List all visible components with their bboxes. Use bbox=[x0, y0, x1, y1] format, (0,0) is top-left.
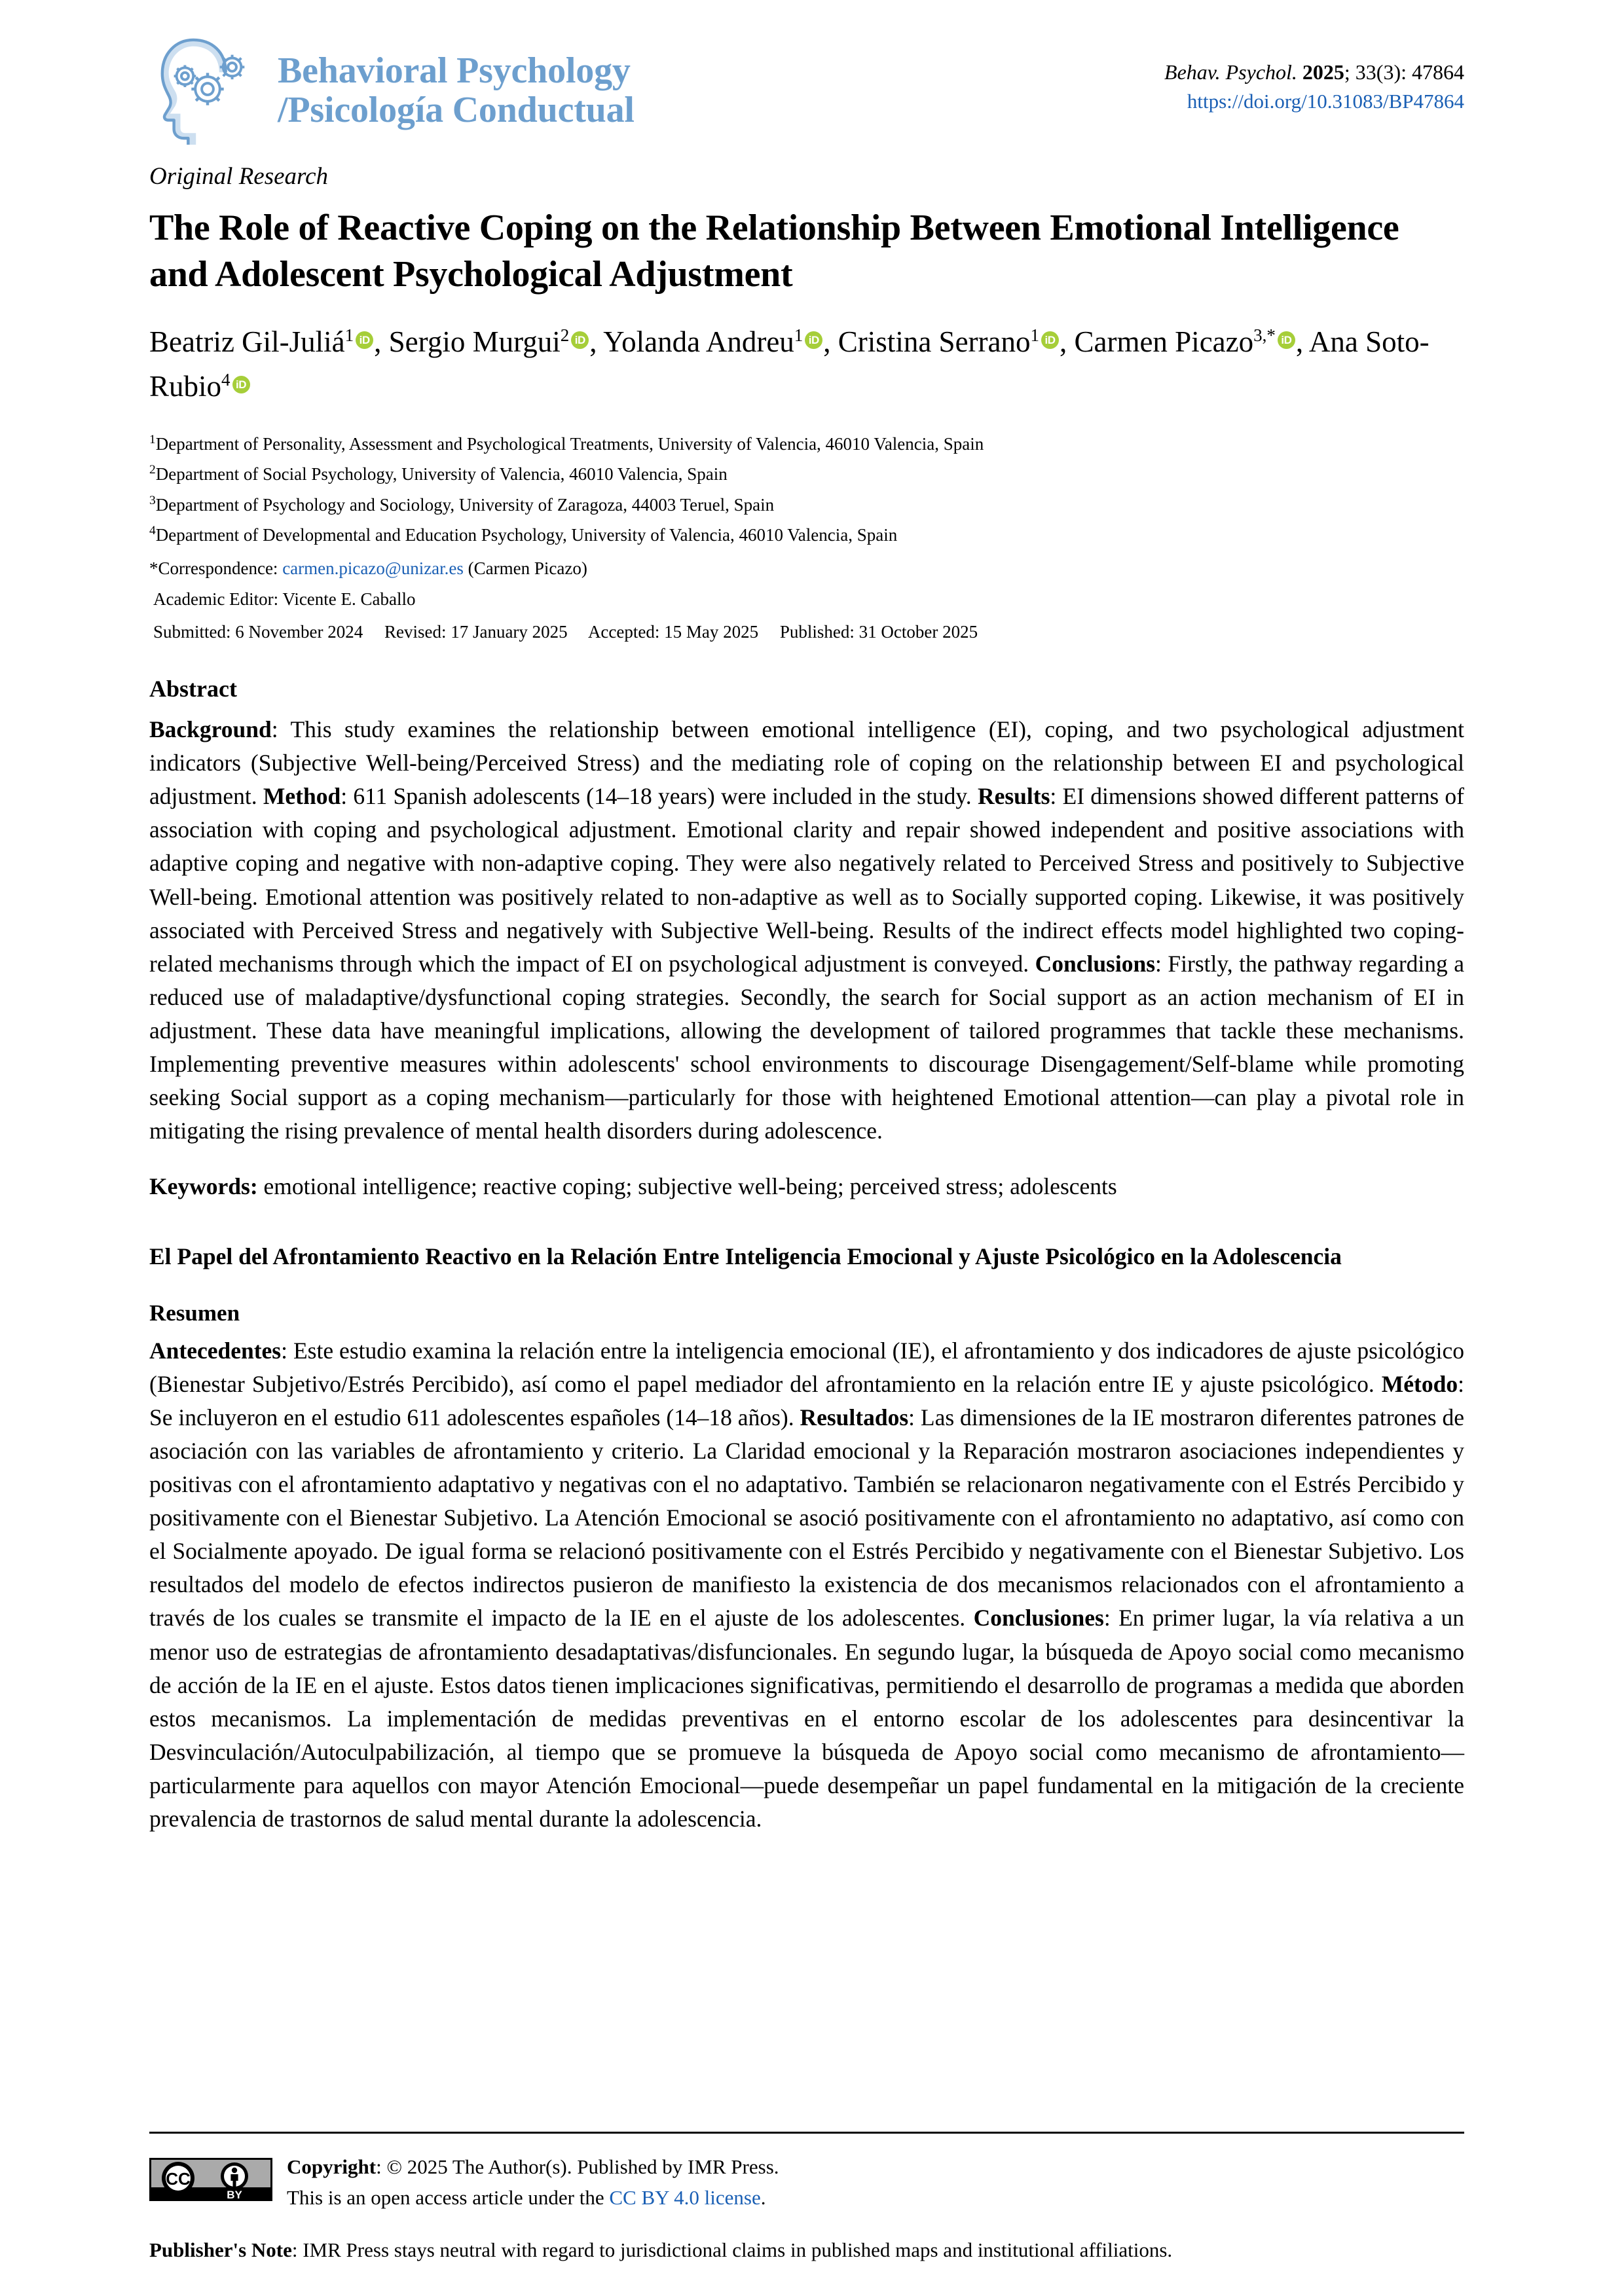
resumen-heading: Resumen bbox=[149, 1300, 240, 1326]
copyright-text: : © 2025 The Author(s). Published by IMR Press. bbox=[376, 2155, 779, 2178]
abstract-heading: Abstract bbox=[149, 675, 237, 702]
resumen-results-text: : Las dimensiones de la IE mostraron diferentes patrones de asociación con las variables de afrontamiento y criterio. La Claridad emocional y la Reparación mostraron asociaciones independientes y positivas con el afrontamiento adaptativo y negativas con el no adaptativo. También se relacionaron negativamente con el Estrés Percibido y positivamente con el Bienestar Subjetivo. La Atención Emocional se asoció positivamente con el afrontamiento no adaptativo, así como con el Socialmente apoyado. De igual forma se relacionó positivamente con el Estrés Percibido y negativamente con el Bienestar Subjetivo. Los resultados del modelo de efectos indirectos pusieron de manifiesto la existencia de dos mecanismos relacionados con el afrontamiento a través de los cuales se transmite el impacto de la IE en el ajuste de los adolescentes. bbox=[149, 1404, 1464, 1631]
academic-editor: Academic Editor: Vicente E. Caballo bbox=[153, 589, 416, 610]
affiliation-text: Department of Psychology and Sociology, University of Zaragoza, 44003 Teruel, Spain bbox=[155, 494, 775, 515]
keywords-text: emotional intelligence; reactive coping; subjective well-being; perceived stress; adolescents bbox=[257, 1173, 1117, 1200]
cc-license-link[interactable]: CC BY 4.0 license bbox=[609, 2185, 761, 2209]
abstract-method-label: Method bbox=[263, 783, 341, 810]
affiliation-marker: 3 bbox=[149, 493, 156, 507]
author-affil-marker: 1 bbox=[1030, 325, 1039, 346]
author-entry[interactable] bbox=[389, 325, 590, 358]
resumen-body bbox=[149, 1334, 1464, 1836]
publisher-note-label: Publisher's Note bbox=[149, 2238, 292, 2261]
date-submitted: Submitted: 6 November 2024 bbox=[153, 621, 363, 642]
publisher-note-text: : IMR Press stays neutral with regard to jurisdictional claims in published maps and institutional affiliations. bbox=[291, 2238, 1173, 2261]
author-entry[interactable] bbox=[149, 325, 374, 358]
keywords bbox=[149, 1170, 1464, 1203]
author-name: Sergio Murgui bbox=[388, 325, 561, 359]
abstract-method-text: : 611 Spanish adolescents (14–18 years) were included in the study. bbox=[341, 783, 978, 810]
journal-logo-text bbox=[278, 52, 635, 130]
license-prefix: This is an open access article under the bbox=[287, 2185, 610, 2209]
affiliation-item bbox=[149, 520, 1464, 550]
orcid-icon[interactable]: iD bbox=[356, 331, 373, 349]
abstract-conclusions-text: : Firstly, the pathway regarding a reduced use of maladaptive/dysfunctional coping strategies. Secondly, the search for Social support as an action mechanism of EI in adjustment. These data have meaningful implications, allowing the development of tailored programmes that tackle these mechanisms. Implementing preventive measures within adolescents' school environments to discourage Disengagement/Self-blame while promoting seeking Social support as a coping mechanism—particularly for those with heightened Emotional attention—can play a pivotal role in mitigating the rising prevalence of mental health disorders during adolescence. bbox=[149, 950, 1465, 1144]
author-name: Cristina Serrano bbox=[838, 325, 1031, 359]
resumen-background-label: Antecedentes bbox=[149, 1337, 282, 1364]
affiliation-item bbox=[149, 490, 1464, 520]
orcid-icon[interactable]: iD bbox=[571, 331, 589, 349]
resumen-method-label: Método bbox=[1381, 1370, 1458, 1397]
copyright-label: Copyright bbox=[287, 2155, 377, 2178]
orcid-icon[interactable]: iD bbox=[232, 376, 250, 393]
page-content bbox=[149, 0, 1464, 1836]
citation-block bbox=[1164, 58, 1464, 116]
affiliation-item bbox=[149, 429, 1464, 459]
resumen-conclusions-text: : En primer lugar, la vía relativa a un menor uso de estrategias de afrontamiento desadaptativas/disfuncionales. En segundo lugar, la búsqueda de Apoyo social como mecanismo de acción de la IE en el ajuste. Estos datos tienen implicaciones significativas, permitiendo el desarrollo de programas a medida que aborden estos mecanismos. La implementación de medidas preventivas en el entorno escolar de los adolescentes para desincentivar la Desvinculación/Autoculpabilización, al tiempo que se promueve la búsqueda de Apoyo social como mecanismo de afrontamiento—particularmente para aquellos con mayor Atención Emocional—puede desempeñar un papel fundamental en la mitigación de la creciente prevalencia de trastornos de salud mental durante la adolescencia. bbox=[149, 1605, 1464, 1832]
svg-text:CC: CC bbox=[166, 2169, 191, 2189]
correspondence bbox=[149, 553, 1464, 583]
citation-volume-issue: ; 33(3): 47864 bbox=[1344, 60, 1464, 84]
affiliation-item bbox=[149, 459, 1464, 489]
affiliation-text: Department of Personality, Assessment and Psychological Treatments, University of Valencia, 46010 Valencia, Spain bbox=[155, 433, 984, 454]
author-affil-marker: 1 bbox=[794, 325, 803, 346]
affiliation-text: Department of Social Psychology, University of Valencia, 46010 Valencia, Spain bbox=[155, 464, 728, 484]
keywords-label: Keywords: bbox=[149, 1173, 258, 1200]
abstract-results-text: : EI dimensions showed different patterns of association with coping and psychological adjustment. Emotional clarity and repair showed independent and positive associations with adaptive coping and negative with non-adaptive coping. They were also negatively related to Perceived Stress and positively to Subjective Well-being. Emotional attention was positively related to non-adaptive as well as to Socially supported coping. Likewise, it was positively associated with Perceived Stress and negatively with Subjective Well-being. Results of the indirect effects model highlighted two coping-related mechanisms through which the impact of EI on psychological adjustment is conveyed. bbox=[149, 783, 1465, 977]
journal-logo[interactable] bbox=[149, 36, 635, 146]
license-suffix: . bbox=[760, 2185, 766, 2209]
head-gears-icon bbox=[149, 36, 266, 146]
resumen-background-text: : Este estudio examina la relación entre la inteligencia emocional (IE), el afrontamiento y dos indicadores de ajuste psicológico (Bienestar Subjetivo/Estrés Percibido), así como el papel mediador del afrontamiento en la relación entre IE y ajuste psicológico. bbox=[149, 1337, 1464, 1397]
correspondence-name: (Carmen Picazo) bbox=[468, 558, 587, 578]
resumen-method-text: : Se incluyeron en el estudio 611 adolescentes españoles (14–18 años). bbox=[149, 1370, 1464, 1430]
masthead bbox=[149, 0, 1464, 157]
svg-text:BY: BY bbox=[227, 2189, 242, 2201]
citation-line bbox=[1164, 58, 1464, 86]
spanish-title: El Papel del Afrontamiento Reactivo en la Relación Entre Inteligencia Emocional y Ajuste Psicológico en la Adolescencia bbox=[149, 1243, 1342, 1270]
correspondence-label: *Correspondence: bbox=[149, 558, 278, 578]
date-revised: Revised: 17 January 2025 bbox=[384, 621, 568, 642]
author-entry[interactable] bbox=[603, 325, 823, 358]
abstract-conclusions-label: Conclusions bbox=[1035, 950, 1156, 977]
creative-commons-by-icon[interactable] bbox=[149, 2158, 272, 2201]
abstract-background-text: : This study examines the relationship between emotional intelligence (EI), coping, and two psychological adjustment indicators (Subjective Well-being/Perceived Stress) and the mediating role of coping on the relationship between EI and psychological adjustment. bbox=[149, 716, 1464, 810]
author-list: Beatriz Gil-Juliá$^1$ iD , Sergio Murgui$^2$ iD , Yolanda Andreu$^1$ iD , Cristina Serrano$^1$ iD , Carmen Picazo$^{3,*}$ iD , Ana Soto-Rubio$^4$ iD bbox=[149, 325, 1430, 403]
affiliation-list bbox=[149, 429, 1464, 551]
page-footer bbox=[149, 2132, 1464, 2266]
orcid-icon[interactable]: iD bbox=[1041, 331, 1059, 349]
affiliation-marker: 4 bbox=[149, 524, 156, 538]
author-affil-marker: 2 bbox=[560, 325, 570, 346]
journal-logo-line1: Behavioral Psychology bbox=[278, 50, 631, 92]
abstract-results-label: Results bbox=[977, 783, 1050, 810]
author-name: Ana Soto-Rubio bbox=[149, 325, 1430, 403]
publisher-note bbox=[149, 2235, 1464, 2266]
author-affil-marker: 3,* bbox=[1253, 325, 1276, 346]
date-accepted: Accepted: 15 May 2025 bbox=[587, 621, 759, 642]
page-title: The Role of Reactive Coping on the Relationship Between Emotional Intelligence and Adolescent Psychological Adjustment bbox=[149, 208, 1399, 295]
license-line bbox=[287, 2183, 779, 2214]
resumen-results-label: Resultados bbox=[800, 1404, 909, 1430]
author-name: Carmen Picazo bbox=[1074, 325, 1254, 359]
date-published: Published: 31 October 2025 bbox=[779, 621, 978, 642]
resumen-conclusions-label: Conclusiones bbox=[973, 1605, 1104, 1631]
abstract-body bbox=[149, 713, 1464, 1148]
journal-abbrev: Behav. Psychol. bbox=[1164, 60, 1297, 84]
copyright-line bbox=[287, 2152, 779, 2183]
affiliation-marker: 2 bbox=[149, 463, 156, 477]
article-type: Original Research bbox=[149, 163, 329, 190]
author-entry[interactable] bbox=[1074, 325, 1295, 358]
author-affil-marker: 4 bbox=[221, 370, 231, 390]
orcid-icon[interactable]: iD bbox=[805, 331, 822, 349]
correspondence-email-link[interactable]: carmen.picazo@unizar.es bbox=[282, 558, 464, 578]
author-entry[interactable] bbox=[838, 325, 1060, 358]
author-name: Yolanda Andreu bbox=[603, 325, 794, 359]
journal-logo-line2: /Psicología Conductual bbox=[278, 90, 635, 130]
abstract-background-label: Background bbox=[149, 716, 272, 742]
footer-divider bbox=[149, 2132, 1464, 2134]
orcid-icon[interactable]: iD bbox=[1278, 331, 1295, 349]
author-name: Beatriz Gil-Juliá bbox=[149, 325, 345, 359]
author-affil-marker: 1 bbox=[344, 325, 354, 346]
publication-dates bbox=[149, 615, 1464, 649]
citation-year: 2025 bbox=[1302, 60, 1344, 84]
affiliation-text: Department of Developmental and Education Psychology, University of Valencia, 46010 Valencia, Spain bbox=[155, 525, 898, 545]
doi-link[interactable]: https://doi.org/10.31083/BP47864 bbox=[1187, 90, 1464, 113]
license-row bbox=[149, 2152, 1464, 2213]
license-text bbox=[287, 2152, 779, 2213]
affiliation-marker: 1 bbox=[149, 432, 156, 446]
